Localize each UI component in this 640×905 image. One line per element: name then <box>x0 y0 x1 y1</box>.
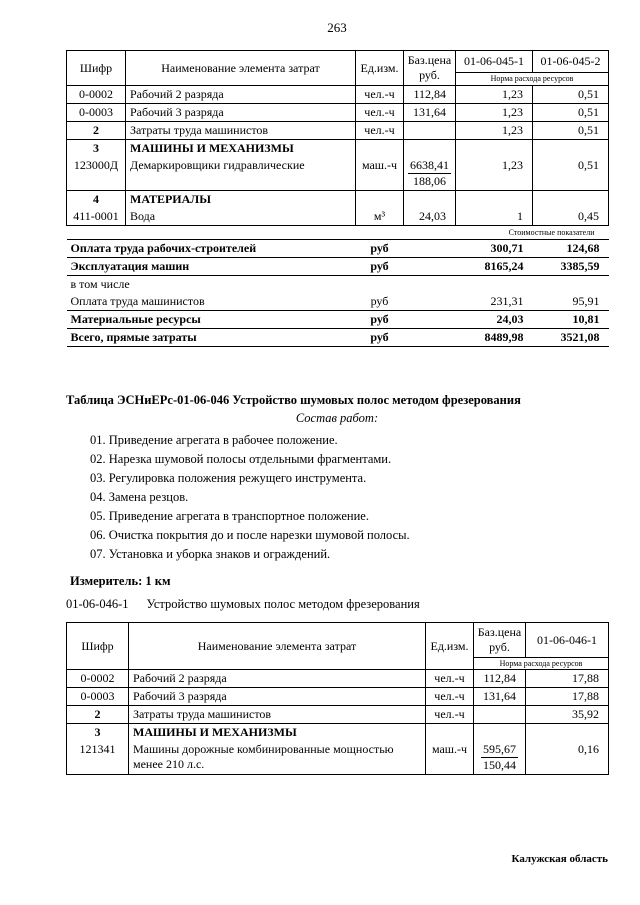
price-denominator: 150,44 <box>483 758 516 772</box>
norm-label: Норма расхода ресурсов <box>456 72 609 85</box>
price-cell <box>474 706 526 724</box>
value-cell: 17,88 <box>526 688 609 706</box>
value-cell <box>533 276 609 294</box>
header-price-line2: руб. <box>419 68 440 82</box>
price-cell: 112,84 <box>404 86 456 104</box>
price-numerator: 595,67 <box>483 742 516 756</box>
unit-cell: м³ <box>356 208 404 226</box>
table-row <box>67 670 609 688</box>
value-cell: 0,16 <box>526 741 609 775</box>
header-unit: Ед.изм. <box>426 623 474 670</box>
value-cell: 35,92 <box>526 706 609 724</box>
work-item: 05. Приведение агрегата в транспортное положение. <box>90 509 369 523</box>
value-cell: 1,23 <box>456 157 533 191</box>
value-cell: 3521,08 <box>533 329 609 347</box>
unit-cell: чел.-ч <box>356 86 404 104</box>
code-cell: 123000Д <box>67 157 126 191</box>
price-cell <box>404 122 456 140</box>
value-cell: 95,91 <box>533 293 609 311</box>
unit-cell: чел.-ч <box>426 670 474 688</box>
work-item: 07. Установка и уборка знаков и ограждений. <box>90 547 331 561</box>
cost-table-045 <box>66 50 609 347</box>
table-row <box>67 86 609 104</box>
name-cell: Оплата труда машинистов <box>67 293 356 311</box>
norm-entry <box>66 597 608 612</box>
header-price <box>404 51 456 86</box>
name-cell: Оплата труда рабочих-строителей <box>67 240 356 258</box>
cost-row <box>67 240 609 258</box>
price-cell <box>474 724 526 742</box>
name-cell: Вода <box>126 208 356 226</box>
region-footer: Калужская область <box>511 853 608 865</box>
unit-cell: чел.-ч <box>356 122 404 140</box>
works-label: Состав работ: <box>295 411 379 425</box>
table-row <box>67 104 609 122</box>
name-cell: в том числе <box>70 277 130 291</box>
value-cell: 124,68 <box>533 240 609 258</box>
code-cell: 0-0003 <box>67 688 129 706</box>
unit-cell <box>356 276 404 294</box>
value-cell <box>456 276 533 294</box>
name-cell: МАТЕРИАЛЫ <box>126 191 356 209</box>
header-norm-col-1: 01-06-046-1 <box>526 623 609 658</box>
code-cell: 3 <box>67 140 126 158</box>
table-row <box>67 688 609 706</box>
name-cell: Рабочий 2 разряда <box>129 670 426 688</box>
norm-entry-code: 01-06-046-1 <box>66 597 129 611</box>
value-cell: 3385,59 <box>533 258 609 276</box>
unit-cell: руб <box>356 240 404 258</box>
header-unit: Ед.изм. <box>356 51 404 86</box>
value-cell <box>456 140 533 158</box>
price-cell <box>404 157 456 191</box>
header-norm-col-2: 01-06-045-2 <box>533 51 609 73</box>
name-cell: Машины дорожные комбинированные мощностью менее 210 л.с. <box>129 741 426 775</box>
price-cell <box>404 311 456 329</box>
header-price-line1: Баз.цена <box>407 53 452 67</box>
code-cell: 2 <box>67 706 129 724</box>
code-cell: 121341 <box>67 741 129 775</box>
value-cell: 300,71 <box>456 240 533 258</box>
header-code: Шифр <box>67 623 129 670</box>
unit-cell <box>356 191 404 209</box>
value-cell: 0,51 <box>533 122 609 140</box>
name-cell: Всего, прямые затраты <box>67 329 356 347</box>
name-cell: Рабочий 2 разряда <box>126 86 356 104</box>
section-header-row <box>67 191 609 209</box>
header-price-line1: Баз.цена <box>477 625 522 639</box>
price-cell: 24,03 <box>404 208 456 226</box>
value-cell: 1,23 <box>456 86 533 104</box>
header-name: Наименование элемента затрат <box>129 623 426 670</box>
price-cell <box>474 741 526 775</box>
value-cell: 8165,24 <box>456 258 533 276</box>
cost-row <box>67 258 609 276</box>
value-cell <box>456 191 533 209</box>
cost-row <box>67 293 609 311</box>
value-cell: 8489,98 <box>456 329 533 347</box>
header-norm-col-1: 01-06-045-1 <box>456 51 533 73</box>
value-cell <box>526 724 609 742</box>
cost-band-row <box>67 226 609 240</box>
table-row <box>67 122 609 140</box>
name-cell: Затраты труда машинистов <box>126 122 356 140</box>
price-cell <box>404 293 456 311</box>
table-row <box>67 208 609 226</box>
table-header-row <box>67 623 609 658</box>
header-name: Наименование элемента затрат <box>126 51 356 86</box>
price-denominator: 188,06 <box>413 174 446 188</box>
unit-cell: руб <box>356 293 404 311</box>
cost-row-total <box>67 329 609 347</box>
table-row <box>67 706 609 724</box>
price-cell: 112,84 <box>474 670 526 688</box>
value-cell <box>533 191 609 209</box>
code-cell: 2 <box>67 122 126 140</box>
price-cell <box>404 329 456 347</box>
value-cell: 17,88 <box>526 670 609 688</box>
price-cell <box>404 258 456 276</box>
table-header-row <box>67 51 609 73</box>
unit-cell: маш.-ч <box>426 741 474 775</box>
code-cell: 4 <box>67 191 126 209</box>
value-cell: 1,23 <box>456 104 533 122</box>
price-numerator: 6638,41 <box>410 158 449 172</box>
name-cell: МАШИНЫ И МЕХАНИЗМЫ <box>126 140 356 158</box>
cost-row <box>67 276 609 294</box>
code-cell: 0-0003 <box>67 104 126 122</box>
code-cell: 411-0001 <box>67 208 126 226</box>
code-cell: 0-0002 <box>67 670 129 688</box>
unit-cell: чел.-ч <box>426 706 474 724</box>
price-cell <box>404 276 456 294</box>
header-price <box>474 623 526 658</box>
unit-cell <box>426 724 474 742</box>
value-cell: 1,23 <box>456 122 533 140</box>
table-title: Таблица ЭСНиЕРс-01-06-046 Устройство шумовых полос методом фрезерования <box>66 393 521 407</box>
value-cell: 1 <box>456 208 533 226</box>
cost-indicators-label: Стоимостные показатели <box>67 226 609 240</box>
value-cell: 231,31 <box>456 293 533 311</box>
price-cell <box>404 240 456 258</box>
unit-cell: руб <box>356 311 404 329</box>
value-cell: 0,51 <box>533 86 609 104</box>
page-number: 263 <box>327 20 347 35</box>
work-item: 01. Приведение агрегата в рабочее положение. <box>90 433 338 447</box>
unit-cell: маш.-ч <box>356 157 404 191</box>
name-cell: Рабочий 3 разряда <box>126 104 356 122</box>
value-cell: 10,81 <box>533 311 609 329</box>
price-cell <box>404 191 456 209</box>
header-price-line2: руб. <box>489 640 510 654</box>
work-item: 02. Нарезка шумовой полосы отдельными фрагментами. <box>90 452 392 466</box>
unit-cell: чел.-ч <box>356 104 404 122</box>
unit-cell: руб <box>356 258 404 276</box>
unit-cell <box>356 140 404 158</box>
measure-label: Измеритель: 1 км <box>70 574 171 588</box>
cost-table-046 <box>66 622 609 775</box>
code-cell: 3 <box>67 724 129 742</box>
value-cell: 24,03 <box>456 311 533 329</box>
norm-label: Норма расхода ресурсов <box>474 658 609 670</box>
name-cell: Рабочий 3 разряда <box>129 688 426 706</box>
cost-row <box>67 311 609 329</box>
name-cell: Эксплуатация машин <box>67 258 356 276</box>
unit-cell: чел.-ч <box>426 688 474 706</box>
work-item: 03. Регулировка положения режущего инструмента. <box>90 471 367 485</box>
price-cell: 131,64 <box>474 688 526 706</box>
unit-cell: руб <box>356 329 404 347</box>
value-cell: 0,51 <box>533 104 609 122</box>
value-cell: 0,51 <box>533 157 609 191</box>
name-cell: МАШИНЫ И МЕХАНИЗМЫ <box>129 724 426 742</box>
code-cell: 0-0002 <box>67 86 126 104</box>
price-cell <box>404 140 456 158</box>
name-cell: Затраты труда машинистов <box>129 706 426 724</box>
table-row <box>67 741 609 775</box>
table-row <box>67 157 609 191</box>
value-cell: 0,45 <box>533 208 609 226</box>
section-header-row <box>67 140 609 158</box>
name-cell: Материальные ресурсы <box>67 311 356 329</box>
header-code: Шифр <box>67 51 126 86</box>
price-cell: 131,64 <box>404 104 456 122</box>
work-item: 04. Замена резцов. <box>90 490 189 504</box>
value-cell <box>533 140 609 158</box>
name-cell: Демаркировщики гидравлические <box>126 157 356 191</box>
section-header-row <box>67 724 609 742</box>
work-item: 06. Очистка покрытия до и после нарезки шумовой полосы. <box>90 528 410 542</box>
norm-entry-title: Устройство шумовых полос методом фрезерования <box>146 597 420 611</box>
